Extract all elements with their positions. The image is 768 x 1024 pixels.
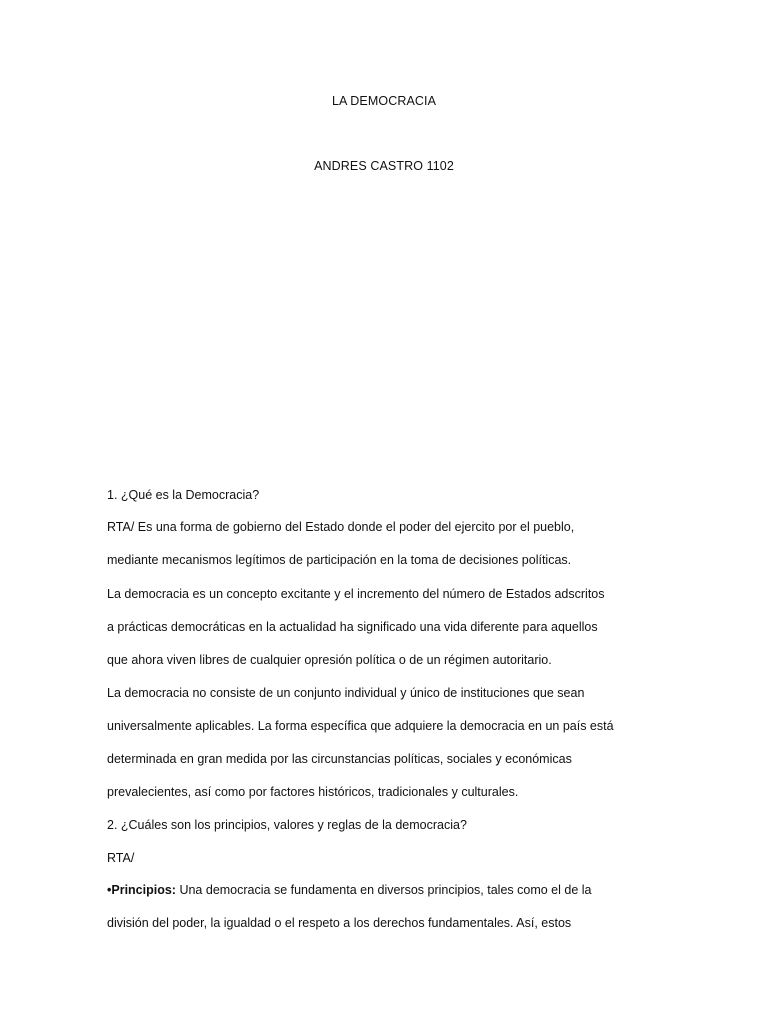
paragraph-line: La democracia no consiste de un conjunto individual y único de instituciones que sean xyxy=(107,686,585,700)
paragraph-line: que ahora viven libres de cualquier opresión política o de un régimen autoritario. xyxy=(107,653,552,667)
document-title: LA DEMOCRACIA xyxy=(331,94,437,108)
paragraph-line: universalmente aplicables. La forma específica que adquiere la democracia en un país está xyxy=(107,719,614,733)
answer-label: RTA/ xyxy=(107,851,135,865)
paragraph-line: determinada en gran medida por las circunstancias políticas, sociales y económicas xyxy=(107,752,572,766)
question-1: 1. ¿Qué es la Democracia? xyxy=(107,488,260,502)
document-author: ANDRES CASTRO 1102 xyxy=(314,159,454,173)
principles-text: Una democracia se fundamenta en diversos principios, tales como el de la xyxy=(175,883,592,897)
paragraph-line: mediante mecanismos legítimos de participación en la toma de decisiones políticas. xyxy=(107,553,572,567)
question-2: 2. ¿Cuáles son los principios, valores y reglas de la democracia? xyxy=(107,818,467,832)
paragraph-line: a prácticas democráticas en la actualidad ha significado una vida diferente para aquellos xyxy=(107,620,598,634)
paragraph-line: prevalecientes, así como por factores históricos, tradicionales y culturales. xyxy=(107,785,519,799)
paragraph-line: La democracia es un concepto excitante y el incremento del número de Estados adscritos xyxy=(107,587,605,601)
paragraph-line: división del poder, la igualdad o el respeto a los derechos fundamentales. Así, estos xyxy=(107,916,572,930)
paragraph-line: RTA/ Es una forma de gobierno del Estado donde el poder del ejercito por el pueblo, xyxy=(107,520,575,534)
principles-label: •Principios: xyxy=(107,883,176,897)
principles-line xyxy=(107,882,667,898)
